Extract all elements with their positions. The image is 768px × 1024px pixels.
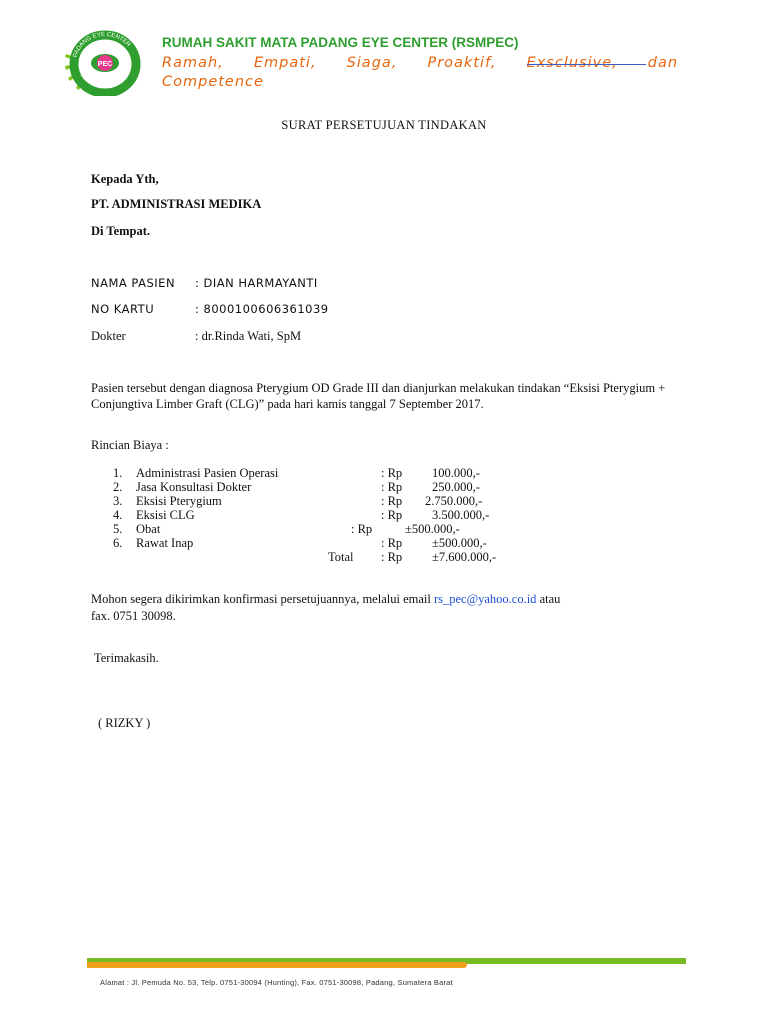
cost-row (0, 494, 768, 508)
cost-colon: : Rp (381, 550, 403, 564)
letter-title: SURAT PERSETUJUAN TINDAKAN (281, 118, 487, 132)
request-line-2: fax. 0751 30098. (91, 609, 176, 623)
doctor-value: : dr.Rinda Wati, SpM (195, 329, 302, 343)
cost-amount: 250.000,- (432, 480, 480, 494)
cost-colon: : Rp (381, 536, 403, 550)
request-text: Mohon segera dikirimkan konfirmasi persetujuannya, melalui email (91, 592, 434, 606)
tagline-word: Ramah, (162, 55, 224, 71)
footer-bar-orange (87, 962, 467, 968)
cost-item: Administrasi Pasien Operasi (136, 466, 279, 480)
cost-amount: ±500.000,- (405, 522, 460, 536)
addressee-place: Di Tempat. (91, 224, 151, 238)
doctor-label: Dokter (91, 329, 126, 343)
request-text-end: atau (536, 592, 561, 606)
cost-amount: 3.500.000,- (432, 508, 490, 522)
cost-number: 1. (113, 466, 123, 480)
hospital-logo (64, 26, 146, 96)
cost-item: Eksisi CLG (136, 508, 195, 522)
cost-number: 2. (113, 480, 123, 494)
logo-ring-bottom-text: MELAYANI DENGAN HATI (79, 72, 129, 89)
logo-ring-top-text: PADANG EYE CENTER (72, 31, 132, 59)
costs-heading: Rincian Biaya : (91, 438, 169, 452)
addressee-company: PT. ADMINISTRASI MEDIKA (91, 197, 262, 211)
cost-colon: : Rp (351, 522, 373, 536)
tagline-word: Proaktif, (427, 55, 497, 71)
tagline-word: Empati, (253, 55, 317, 71)
cost-number: 3. (113, 494, 123, 508)
cost-row (0, 536, 768, 550)
cost-colon: : Rp (381, 466, 403, 480)
cost-item: Obat (136, 522, 161, 536)
card-number-value: : 8000100606361039 (195, 302, 329, 316)
cost-total-amount: ±7.600.000,- (432, 550, 497, 564)
patient-name-value: : DIAN HARMAYANTI (195, 276, 318, 290)
cost-total-row (0, 550, 768, 564)
cost-item: Eksisi Pterygium (136, 494, 222, 508)
cost-row (0, 480, 768, 494)
hospital-name: RUMAH SAKIT MATA PADANG EYE CENTER (RSMPEC) (162, 35, 519, 50)
cost-number: 5. (113, 522, 123, 536)
cost-amount: ±500.000,- (432, 536, 487, 550)
tagline (162, 54, 678, 73)
request-line-1 (91, 592, 560, 607)
cost-amount: 2.750.000,- (425, 494, 483, 508)
tagline-word-struck: Exsclusive, (526, 55, 618, 71)
card-number-label: NO KARTU (91, 302, 155, 316)
closing-text: Terimakasih. (94, 651, 159, 665)
tagline-line-2: Competence (162, 74, 264, 90)
footer-address: Alamat : Jl. Pemuda No. 53, Telp. 0751-30094 (Hunting), Fax. 0751-30098, Padang, Sumatera Barat (100, 978, 453, 987)
cost-row (0, 466, 768, 480)
tagline-word: dan (647, 55, 679, 71)
tagline-word: Siaga, (346, 55, 398, 71)
cost-row (0, 522, 768, 536)
salutation: Kepada Yth, (91, 172, 159, 186)
cost-number: 6. (113, 536, 123, 550)
cost-item: Rawat Inap (136, 536, 194, 550)
cost-row (0, 508, 768, 522)
cost-item: Jasa Konsultasi Dokter (136, 480, 252, 494)
logo-center-text: PEC (97, 61, 113, 68)
cost-number: 4. (113, 508, 123, 522)
email-link[interactable]: rs_pec@yahoo.co.id (433, 592, 537, 606)
signature-name: ( RIZKY ) (98, 716, 151, 730)
cost-amount: 100.000,- (432, 466, 480, 480)
cost-colon: : Rp (381, 508, 403, 522)
cost-colon: : Rp (381, 494, 403, 508)
patient-name-label: NAMA PASIEN (91, 276, 176, 290)
body-paragraph: Pasien tersebut dengan diagnosa Pterygium OD Grade III dan dianjurkan melakukan tindakan “Eksisi Pterygium + Conjungtiva Limber Graft (CLG)” pada hari kamis tanggal 7 September 2017. (91, 381, 666, 411)
cost-colon: : Rp (381, 480, 403, 494)
cost-total-label: Total (328, 550, 354, 564)
